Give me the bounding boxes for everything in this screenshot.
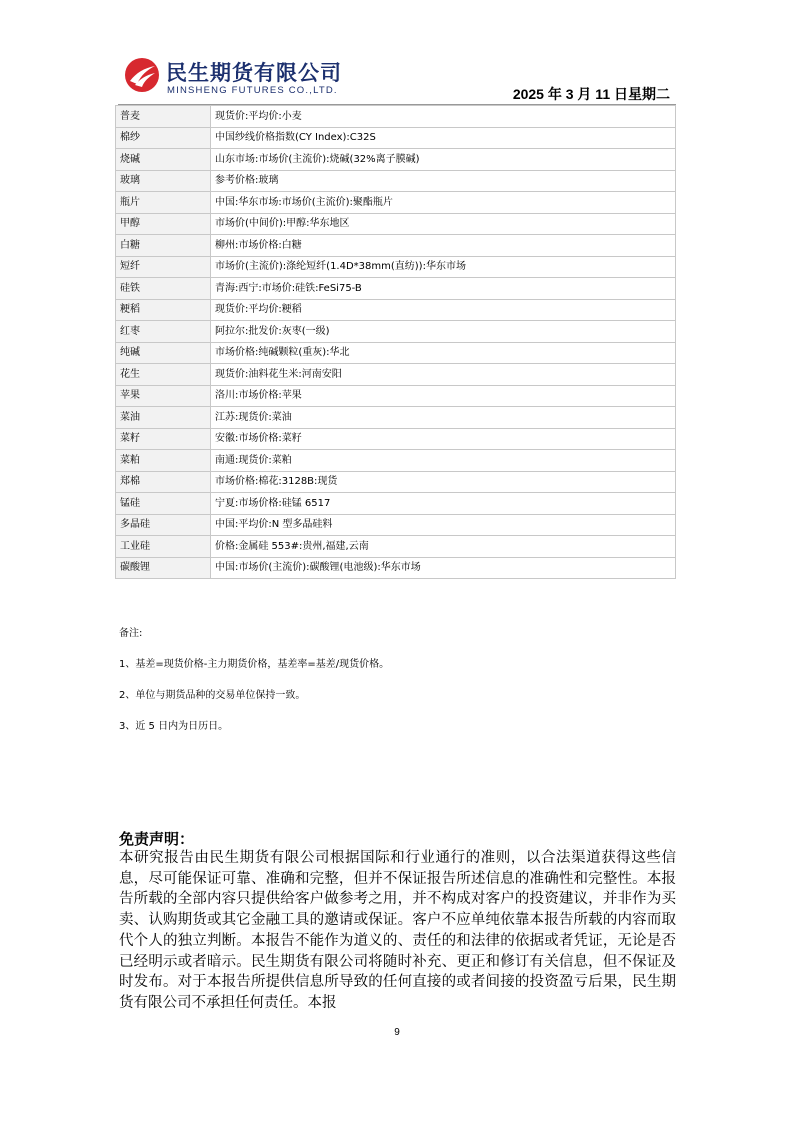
price-spec-cell: 中国:市场价(主流价):碳酸锂(电池级):华东市场 bbox=[211, 557, 676, 579]
commodity-name-cell: 红枣 bbox=[116, 321, 211, 343]
price-spec-cell: 中国纱线价格指数(CY Index):C32S bbox=[211, 127, 676, 149]
commodity-name-cell: 棉纱 bbox=[116, 127, 211, 149]
price-spec-cell: 山东市场:市场价(主流价):烧碱(32%离子膜碱) bbox=[211, 149, 676, 171]
table-row bbox=[116, 192, 676, 214]
commodity-name-cell: 普麦 bbox=[116, 106, 211, 128]
commodity-name-cell: 郑棉 bbox=[116, 471, 211, 493]
table-row bbox=[116, 385, 676, 407]
page-header bbox=[118, 55, 676, 105]
disclaimer-title: 免责声明： bbox=[119, 830, 195, 848]
table-row bbox=[116, 170, 676, 192]
commodity-name-cell: 瓶片 bbox=[116, 192, 211, 214]
table-row bbox=[116, 106, 676, 128]
commodity-name-cell: 短纤 bbox=[116, 256, 211, 278]
table-row bbox=[116, 471, 676, 493]
table-row bbox=[116, 127, 676, 149]
table-row bbox=[116, 235, 676, 257]
table-row bbox=[116, 342, 676, 364]
note-item-3: 3、近 5 日内为日历日。 bbox=[119, 721, 229, 732]
table-row bbox=[116, 364, 676, 386]
report-date: 2025 年 3 月 11 日星期二 bbox=[512, 86, 670, 102]
table-row bbox=[116, 514, 676, 536]
table-row bbox=[116, 278, 676, 300]
logo-english-name: MINSHENG FUTURES CO.,LTD. bbox=[167, 85, 338, 96]
commodity-name-cell: 碳酸锂 bbox=[116, 557, 211, 579]
notes-title: 备注: bbox=[119, 628, 143, 639]
table-row bbox=[116, 407, 676, 429]
price-spec-cell: 洛川:市场价格:苹果 bbox=[211, 385, 676, 407]
price-spec-cell: 市场价格:棉花:3128B:现货 bbox=[211, 471, 676, 493]
table-row bbox=[116, 493, 676, 515]
commodity-name-cell: 锰硅 bbox=[116, 493, 211, 515]
price-spec-cell: 南通:现货价:菜粕 bbox=[211, 450, 676, 472]
table-row bbox=[116, 450, 676, 472]
price-spec-cell: 中国:平均价:N 型多晶硅料 bbox=[211, 514, 676, 536]
price-spec-cell: 价格:金属硅 553#:贵州,福建,云南 bbox=[211, 536, 676, 558]
note-item-2: 2、单位与期货品种的交易单位保持一致。 bbox=[119, 690, 306, 701]
price-spec-cell: 宁夏:市场价格:硅锰 6517 bbox=[211, 493, 676, 515]
table-row bbox=[116, 428, 676, 450]
commodity-name-cell: 多晶硅 bbox=[116, 514, 211, 536]
minsheng-logo-icon bbox=[124, 57, 160, 93]
commodity-name-cell: 菜油 bbox=[116, 407, 211, 429]
price-spec-cell: 安徽:市场价格:菜籽 bbox=[211, 428, 676, 450]
note-item-1: 1、基差=现货价格-主力期货价格，基差率=基差/现货价格。 bbox=[119, 659, 390, 670]
price-spec-cell: 现货价:油料花生米:河南安阳 bbox=[211, 364, 676, 386]
logo-chinese-name: 民生期货有限公司 bbox=[166, 61, 342, 85]
commodity-name-cell: 菜粕 bbox=[116, 450, 211, 472]
price-spec-cell: 阿拉尔:批发价:灰枣(一级) bbox=[211, 321, 676, 343]
price-spec-cell: 现货价:平均价:小麦 bbox=[211, 106, 676, 128]
commodity-name-cell: 菜籽 bbox=[116, 428, 211, 450]
table-row bbox=[116, 149, 676, 171]
table-row bbox=[116, 557, 676, 579]
page-number: 9 bbox=[394, 1027, 400, 1038]
price-spec-cell: 中国:华东市场:市场价(主流价):聚酯瓶片 bbox=[211, 192, 676, 214]
commodity-name-cell: 纯碱 bbox=[116, 342, 211, 364]
price-spec-cell: 市场价(中间价):甲醇:华东地区 bbox=[211, 213, 676, 235]
commodity-name-cell: 甲醇 bbox=[116, 213, 211, 235]
table-row bbox=[116, 536, 676, 558]
commodity-name-cell: 苹果 bbox=[116, 385, 211, 407]
table-row bbox=[116, 213, 676, 235]
price-spec-cell: 青海:西宁:市场价:硅铁:FeSi75-B bbox=[211, 278, 676, 300]
price-spec-cell: 市场价(主流价):涤纶短纤(1.4D*38mm(直纺)):华东市场 bbox=[211, 256, 676, 278]
commodity-name-cell: 工业硅 bbox=[116, 536, 211, 558]
commodity-name-cell: 玻璃 bbox=[116, 170, 211, 192]
price-spec-cell: 现货价:平均价:粳稻 bbox=[211, 299, 676, 321]
commodity-name-cell: 花生 bbox=[116, 364, 211, 386]
commodity-name-cell: 白糖 bbox=[116, 235, 211, 257]
price-spec-table bbox=[115, 105, 676, 579]
price-spec-cell: 江苏:现货价:菜油 bbox=[211, 407, 676, 429]
table-row bbox=[116, 299, 676, 321]
commodity-name-cell: 硅铁 bbox=[116, 278, 211, 300]
disclaimer-body: 本研究报告由民生期货有限公司根据国际和行业通行的准则，以合法渠道获得这些信息，尽可能保证可靠、准确和完整，但并不保证报告所述信息的准确性和完整性。本报告所载的全部内容只提供给客户做参考之用，并不构成对客户的投资建议，并非作为买卖、认购期货或其它金融工具的邀请或保证。客户不应单纯依靠本报告所载的内容而取代个人的独立判断。本报告不能作为道义的、责任的和法律的依据或者凭证，无论是否已经明示或者暗示。民生期货有限公司将随时补充、更正和修订有关信息，但不保证及时发布。对于本报告所提供信息所导致的任何直接的或者间接的投资盈亏后果，民生期货有限公司不承担任何责任。本报 bbox=[119, 850, 676, 1011]
table-row bbox=[116, 256, 676, 278]
table-row bbox=[116, 321, 676, 343]
price-spec-cell: 柳州:市场价格:白糖 bbox=[211, 235, 676, 257]
commodity-name-cell: 烧碱 bbox=[116, 149, 211, 171]
price-spec-cell: 参考价格:玻璃 bbox=[211, 170, 676, 192]
commodity-name-cell: 粳稻 bbox=[116, 299, 211, 321]
price-spec-cell: 市场价格:纯碱颗粒(重灰):华北 bbox=[211, 342, 676, 364]
